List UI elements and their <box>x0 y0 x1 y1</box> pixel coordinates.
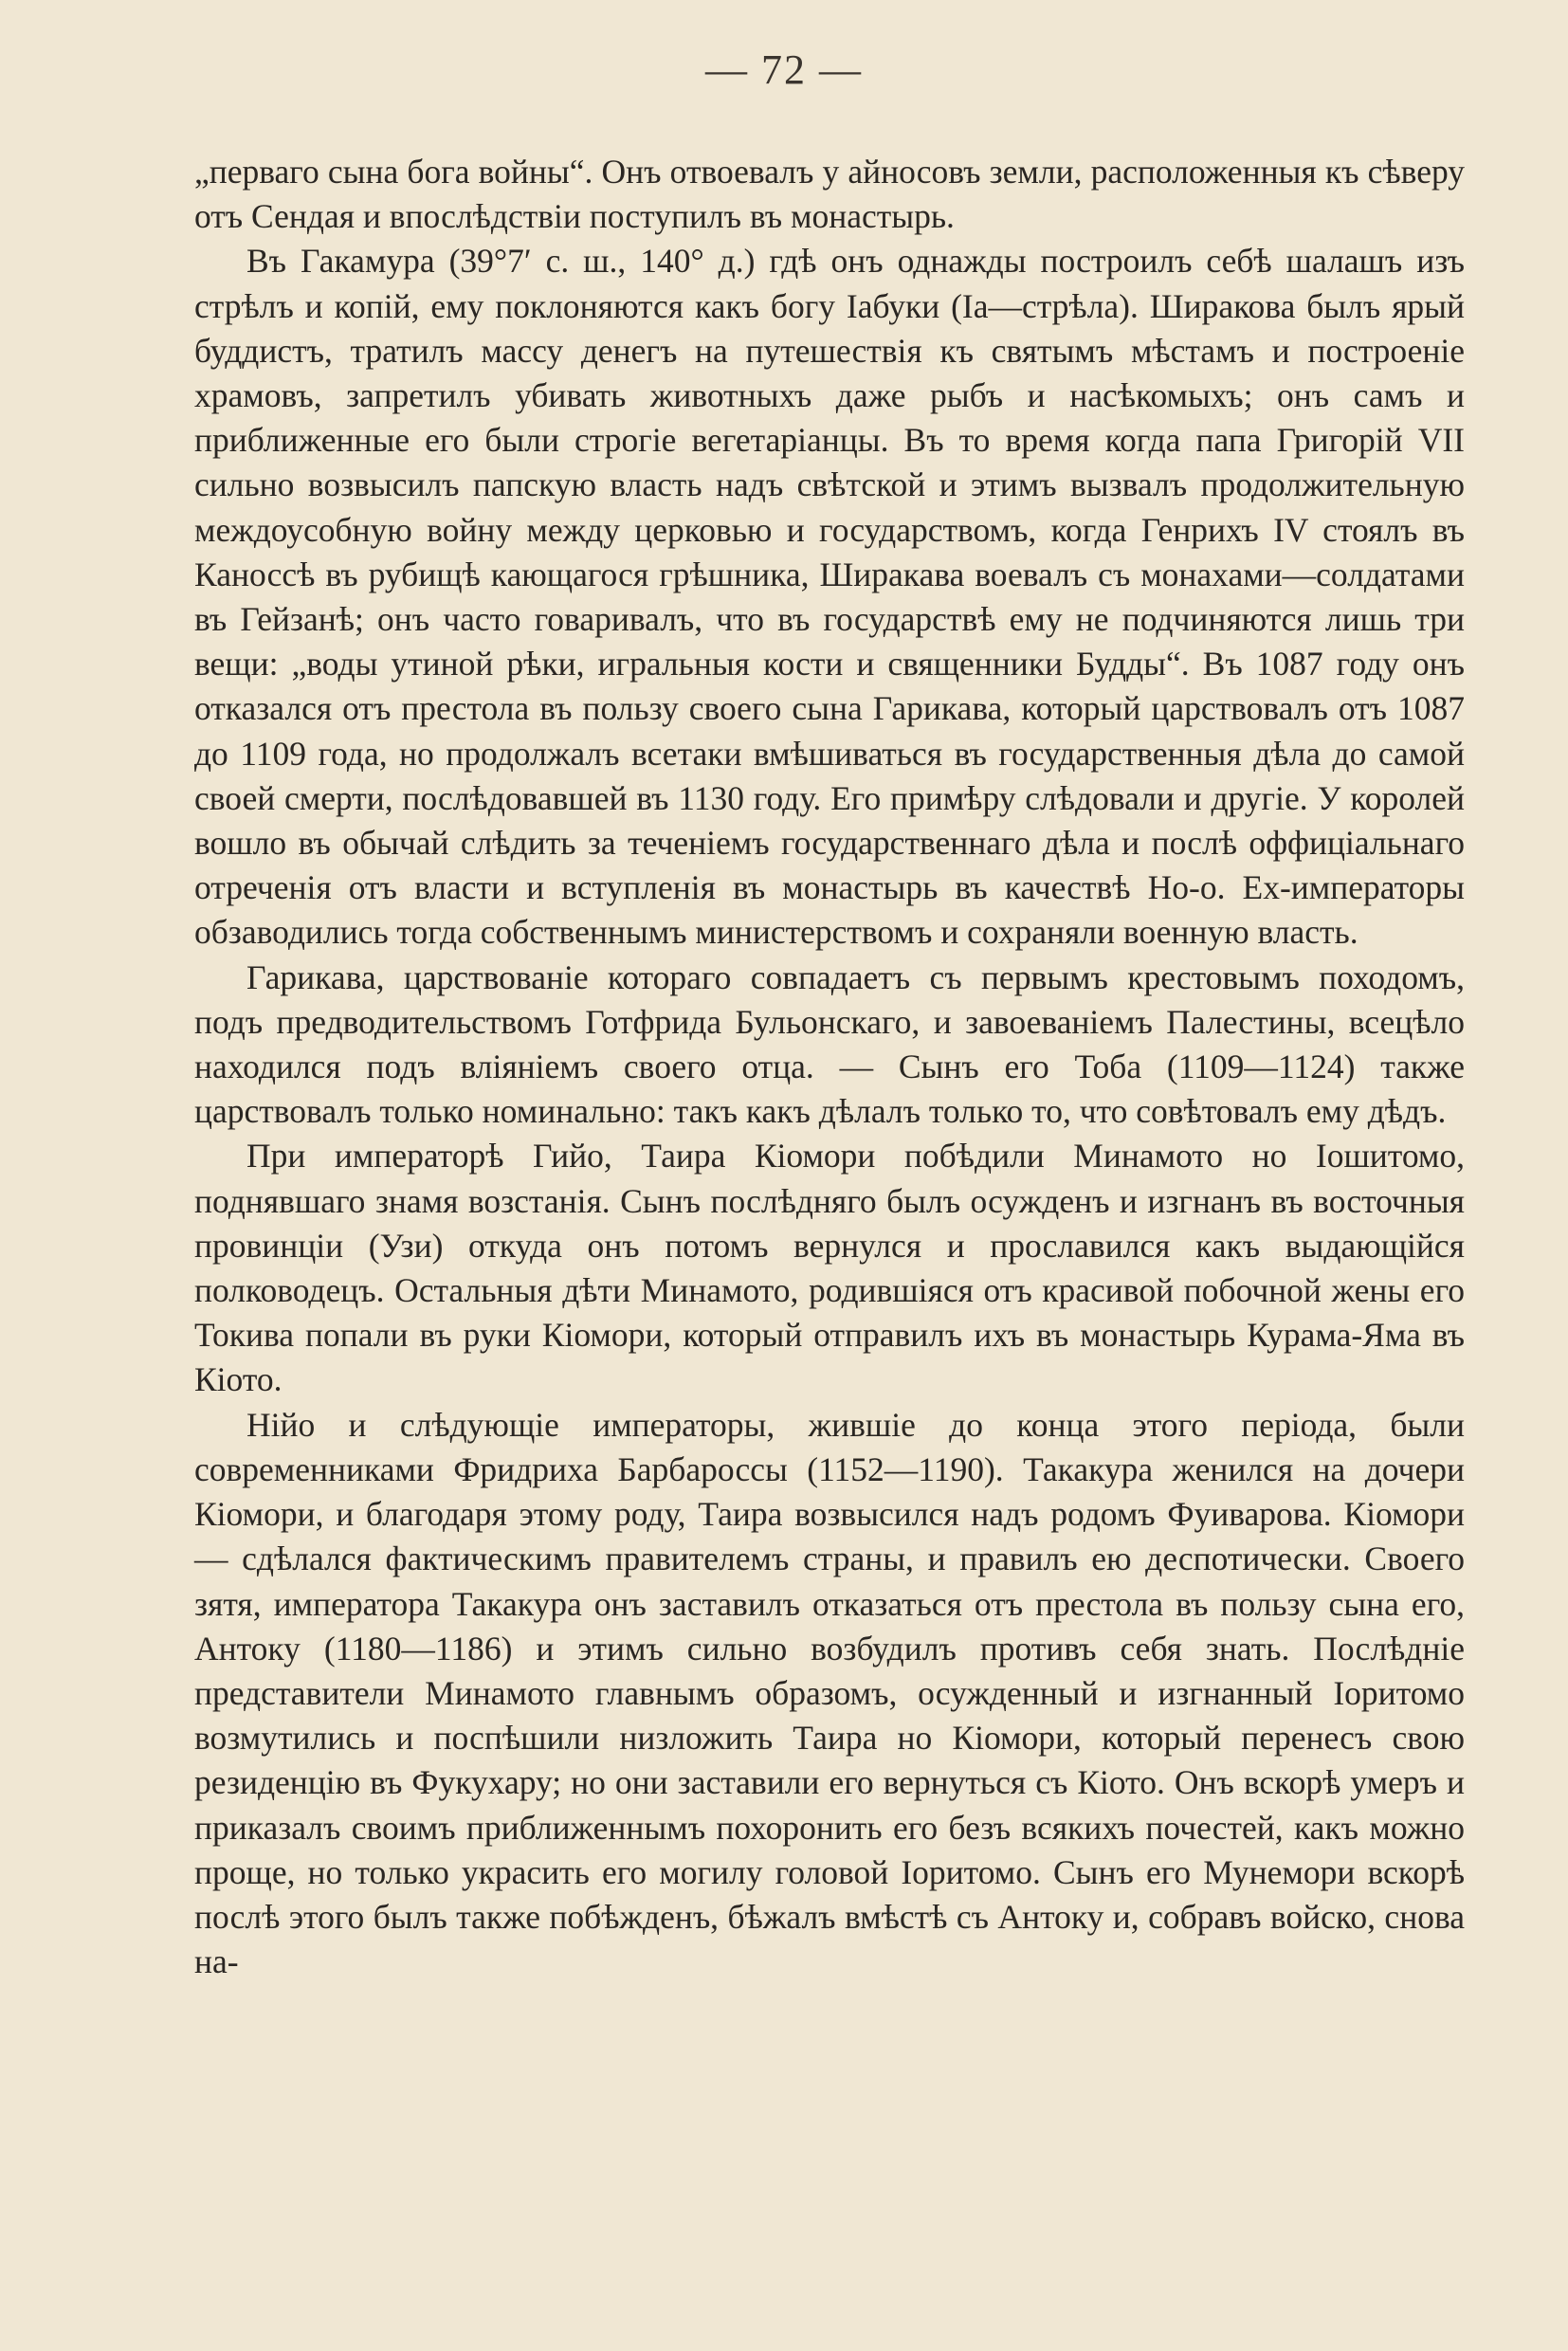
paragraph: Нійо и слѣдующіе императоры, жившіе до конца этого періода, были современниками Фридриха Барбароссы (1152—1190). Такакура женился на дочери Кіомори, и благодаря этому роду, Таира возвысился надъ родомъ Фуиварова. Кіомори — сдѣлался фактическимъ правителемъ страны, и правилъ ею деспотически. Своего зятя, императора Такакура онъ заставилъ отказаться отъ престола въ пользу сына его, Антоку (1180—1186) и этимъ сильно возбудилъ противъ себя знать. Послѣдніе представители Минамото главнымъ образомъ, осужденный и изгнанный Іоритомо возмутились и поспѣшили низложить Таира но Кіомори, который перенесъ свою резиденцію въ Фукухару; но они заставили его вернуться съ Кіото. Онъ вскорѣ умеръ и приказалъ своимъ приближеннымъ похоронить его безъ всякихъ почестей, какъ можно проще, но только украсить его могилу головой Іоритомо. Сынъ его Мунемори вскорѣ послѣ этого былъ также побѣжденъ, бѣжалъ вмѣстѣ съ Антоку и, собравъ войско, снова на- <box>194 1405 1465 1981</box>
paragraph-continued: „перваго сына бога войны“. Онъ отвоевалъ у айносовъ земли, расположенныя къ сѣверу отъ Сендая и впослѣдствіи поступилъ въ монастырь. <box>194 153 1465 236</box>
paragraph: Въ Гакамура (39°7′ с. ш., 140° д.) гдѣ онъ однажды построилъ себѣ шалашъ изъ стрѣлъ и копій, ему поклоняются какъ богу Іабуки (Іа—стрѣла). Ширакова былъ ярый буддистъ, тратилъ массу денегъ на путешествія къ святымъ мѣстамъ и построеніе храмовъ, запретилъ убивать животныхъ даже рыбъ и насѣкомыхъ; онъ самъ и приближенные его были строгіе вегетаріанцы. Въ то время когда папа Григорій VII сильно возвысилъ папскую власть надъ свѣтской и этимъ вызвалъ продолжительную междоусобную войну между церковью и государствомъ, когда Генрихъ IV стоялъ въ Каноссѣ въ рубищѣ кающагося грѣшника, Ширакава воевалъ съ монахами—солдатами въ Гейзанѣ; онъ часто говаривалъ, что въ государствѣ ему не подчиняются лишь три вещи: „воды утиной рѣки, игральныя кости и священники Будды“. Въ 1087 году онъ отказался отъ престола въ пользу своего сына Гарикава, который царствовалъ отъ 1087 до 1109 года, но продолжалъ всетаки вмѣшиваться въ государственныя дѣла до самой своей смерти, послѣдовавшей въ 1130 году. Его примѣру слѣдовали и другіе. У королей вошло въ обычай слѣдить за теченіемъ государственнаго дѣла и послѣ оффиціальнаго отреченія отъ власти и вступленія въ монастырь въ качествѣ Но-о. Ех-императоры обзаводились тогда собственнымъ министерствомъ и сохраняли военную власть. <box>194 242 1465 952</box>
paragraph: Гарикава, царствованіе котораго совпадаетъ съ первымъ крестовымъ походомъ, подъ предводительствомъ Готфрида Бульонскаго, и завоеваніемъ Палестины, всецѣло находился подъ вліяніемъ своего отца. — Сынъ его Тоба (1109—1124) также царствовалъ только номинально: такъ какъ дѣлалъ только то, что совѣтовалъ ему дѣдъ. <box>194 957 1465 1131</box>
paragraph: При императорѣ Гийо, Таира Кіомори побѣдили Минамото но Іошитомо, поднявшаго знамя возстанія. Сынъ послѣдняго былъ осужденъ и изгнанъ въ восточныя провинціи (Узи) откуда онъ потомъ вернулся и прославился какъ выдающійся полководецъ. Остальныя дѣти Минамото, родившіяся отъ красивой побочной жены его Токива попали въ руки Кіомори, который отправилъ ихъ въ монастырь Курама-Яма въ Кіото. <box>194 1137 1465 1399</box>
page-number: — 72 — <box>705 46 863 93</box>
body-text <box>194 150 1465 1984</box>
